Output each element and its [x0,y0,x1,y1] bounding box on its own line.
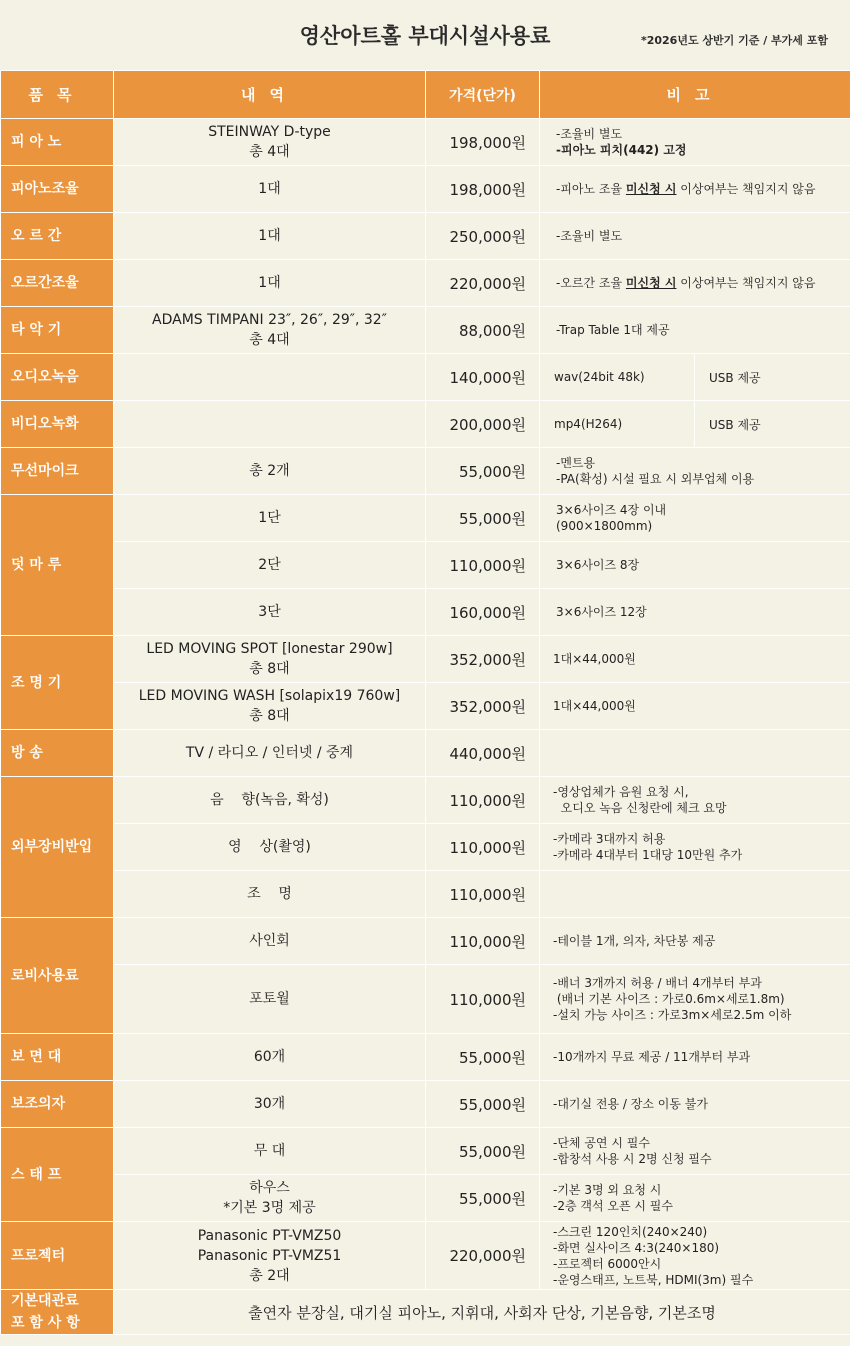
detail-cell: 1대 [114,213,426,260]
remark-cell: -단체 공연 시 필수 -합창석 사용 시 2명 신청 필수 [540,1128,850,1175]
remark-line: -조율비 별도 [556,127,623,141]
remark-emphasis: 미신청 시 [625,182,677,196]
table-row [1,448,850,495]
remark-cell [540,260,850,307]
remark-cell: -스크린 120인치(240×240) -화면 실사이즈 4:3(240×180) -프로젝터 6000안시 -운영스태프, 노트북, HDMI(3m) 필수 [540,1222,850,1290]
table-row [1,1081,850,1128]
price-cell: 352,000원 [426,636,540,683]
remark-cell: 3×6사이즈 4장 이내 (900×1800mm) [540,495,850,542]
category-cell: 보 면 대 [1,1034,114,1081]
table-row [1,965,850,1034]
category-cell: 무선마이크 [1,448,114,495]
detail-cell: 사인회 [114,918,426,965]
table-row [1,1128,850,1175]
column-header-detail: 내역 [114,71,426,119]
column-header-price: 가격(단가) [426,71,540,119]
remark-text: 이상여부는 책임지지 않음 [676,276,816,290]
page-title: 영산아트홀 부대시설사용료 [299,24,551,48]
remark-cell: -테이블 1개, 의자, 차단봉 제공 [540,918,850,965]
column-header-remark: 비고 [540,71,850,119]
table-row [1,354,850,401]
price-cell: 110,000원 [426,542,540,589]
remark-cell: -배너 3개까지 허용 / 배너 4개부터 부과 (배너 기본 사이즈 : 가로0.6m×세로1.8m) -설치 가능 사이즈 : 가로3m×세로2.5m 이하 [540,965,850,1034]
detail-cell: 1대 [114,166,426,213]
price-cell: 160,000원 [426,589,540,636]
column-header-item: 품목 [1,71,114,119]
category-cell: 스 태 프 [1,1128,114,1222]
table-row [1,401,850,448]
detail-cell: TV / 라디오 / 인터넷 / 중계 [114,730,426,777]
table-row [1,542,850,589]
category-cell: 로비사용료 [1,918,114,1034]
category-cell: 보조의자 [1,1081,114,1128]
detail-cell: 음 향(녹음, 확성) [114,777,426,824]
format-cell: mp4(H264) [540,401,695,448]
detail-cell: ADAMS TIMPANI 23″, 26″, 29″, 32″ 총 4대 [114,307,426,354]
table-row [1,166,850,213]
remark-text: 이상여부는 책임지지 않음 [676,182,816,196]
remark-cell: -멘트용 -PA(확성) 시설 필요 시 외부업체 이용 [540,448,850,495]
detail-cell: 60개 [114,1034,426,1081]
detail-cell: LED MOVING SPOT [lonestar 290w] 총 8대 [114,636,426,683]
price-cell: 88,000원 [426,307,540,354]
category-cell: 오디오녹음 [1,354,114,401]
category-cell: 외부장비반입 [1,777,114,918]
price-cell: 250,000원 [426,213,540,260]
category-cell: 기본대관료 포 함 사 항 [1,1290,114,1335]
price-cell: 55,000원 [426,1034,540,1081]
detail-cell: 총 2개 [114,448,426,495]
remark-cell: -카메라 3대까지 허용 -카메라 4대부터 1대당 10만원 추가 [540,824,850,871]
category-cell: 프로젝터 [1,1222,114,1290]
price-cell: 55,000원 [426,1175,540,1222]
table-row [1,636,850,683]
remark-cell: -조율비 별도 [540,213,850,260]
delivery-cell: USB 제공 [695,401,850,448]
remark-emphasis: 미신청 시 [625,276,677,290]
table-row [1,730,850,777]
table-row [1,683,850,730]
delivery-cell: USB 제공 [695,354,850,401]
table-row [1,260,850,307]
remark-cell: -기본 3명 외 요청 시 -2층 객석 오픈 시 필수 [540,1175,850,1222]
remark-cell: -Trap Table 1대 제공 [540,307,850,354]
category-cell: 덧 마 루 [1,495,114,636]
table-row [1,307,850,354]
category-cell: 타 악 기 [1,307,114,354]
detail-cell: 2단 [114,542,426,589]
detail-cell: STEINWAY D-type 총 4대 [114,119,426,166]
remark-cell: -영상업체가 음원 요청 시, 오디오 녹음 신청란에 체크 요망 [540,777,850,824]
detail-cell: 영 상(촬영) [114,824,426,871]
category-cell: 방 송 [1,730,114,777]
remark-cell: 1대×44,000원 [540,683,850,730]
price-cell: 220,000원 [426,260,540,307]
price-cell: 55,000원 [426,1128,540,1175]
price-cell: 200,000원 [426,401,540,448]
format-cell: wav(24bit 48k) [540,354,695,401]
price-table [0,70,850,1335]
table-row [1,1222,850,1290]
table-row [1,1175,850,1222]
detail-cell [114,354,426,401]
detail-cell: 1대 [114,260,426,307]
table-row [1,119,850,166]
remark-cell: 1대×44,000원 [540,636,850,683]
detail-cell: 하우스 *기본 3명 제공 [114,1175,426,1222]
category-cell: 조 명 기 [1,636,114,730]
price-cell: 110,000원 [426,777,540,824]
remark-text: -오르간 조율 [556,276,626,290]
table-row [1,589,850,636]
category-cell: 오 르 간 [1,213,114,260]
detail-cell: 3단 [114,589,426,636]
detail-cell: Panasonic PT-VMZ50 Panasonic PT-VMZ51 총 2대 [114,1222,426,1290]
category-cell: 비디오녹화 [1,401,114,448]
price-cell: 140,000원 [426,354,540,401]
price-cell: 110,000원 [426,965,540,1034]
table-row [1,213,850,260]
detail-cell [114,401,426,448]
remark-cell [540,119,850,166]
remark-cell: 3×6사이즈 8장 [540,542,850,589]
category-cell: 피아노조율 [1,166,114,213]
table-row [1,824,850,871]
table-row [1,918,850,965]
remark-cell [540,871,850,918]
detail-cell: 무 대 [114,1128,426,1175]
table-header-row [1,71,850,119]
price-cell: 220,000원 [426,1222,540,1290]
remark-cell [540,166,850,213]
price-cell: 55,000원 [426,1081,540,1128]
price-basis-note: *2026년도 상반기 기준 / 부가세 포함 [640,34,828,47]
category-cell: 피 아 노 [1,119,114,166]
table-row [1,1290,850,1335]
table-row [1,777,850,824]
category-cell: 오르간조율 [1,260,114,307]
detail-cell: 포토월 [114,965,426,1034]
price-cell: 110,000원 [426,918,540,965]
table-row [1,1034,850,1081]
price-cell: 440,000원 [426,730,540,777]
table-row [1,495,850,542]
remark-line-bold: -피아노 피치(442) 고정 [556,143,687,157]
price-cell: 110,000원 [426,824,540,871]
price-cell: 55,000원 [426,495,540,542]
detail-cell: 30개 [114,1081,426,1128]
detail-cell: 1단 [114,495,426,542]
page-header [0,0,850,68]
price-cell: 198,000원 [426,166,540,213]
remark-cell: -대기실 전용 / 장소 이동 불가 [540,1081,850,1128]
detail-cell: 조 명 [114,871,426,918]
table-row [1,871,850,918]
remark-cell: -10개까지 무료 제공 / 11개부터 부과 [540,1034,850,1081]
included-items-cell: 출연자 분장실, 대기실 피아노, 지휘대, 사회자 단상, 기본음향, 기본조명 [114,1290,850,1335]
price-cell: 352,000원 [426,683,540,730]
remark-text: -피아노 조율 [556,182,626,196]
remark-cell [540,730,850,777]
remark-cell: 3×6사이즈 12장 [540,589,850,636]
price-cell: 198,000원 [426,119,540,166]
detail-cell: LED MOVING WASH [solapix19 760w] 총 8대 [114,683,426,730]
price-cell: 55,000원 [426,448,540,495]
price-cell: 110,000원 [426,871,540,918]
